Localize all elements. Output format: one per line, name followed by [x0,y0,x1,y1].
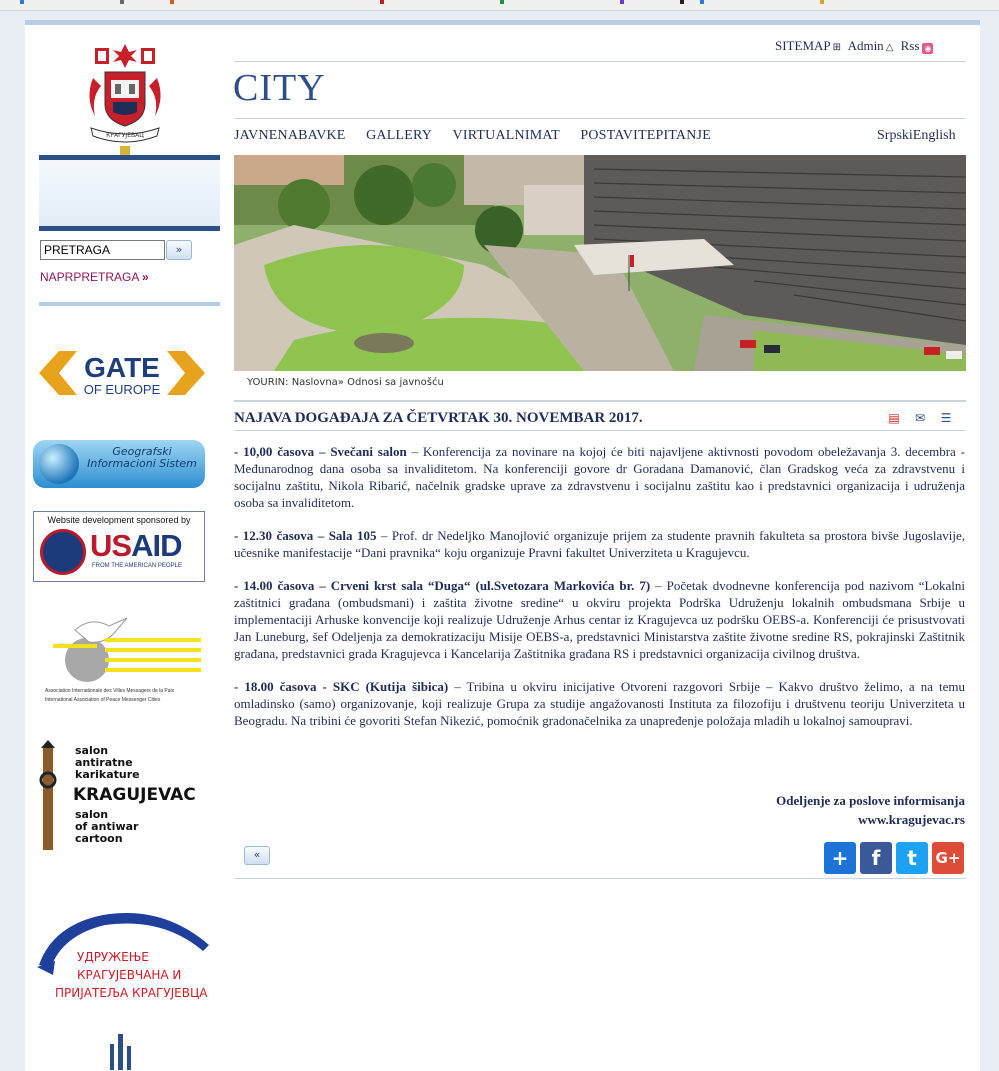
sidebar-banner-block [39,155,220,231]
article-tools [887,411,967,427]
city-aerial-photo [234,155,966,371]
event-item [234,678,965,729]
svg-text:УДРУЖЕЊЕ: УДРУЖЕЊЕ [77,950,149,964]
top-utility-nav [775,38,933,54]
usaid-tagline: FROM THE AMERICAN PEOPLE [92,563,182,569]
svg-text:КРАГУЈЕВЧАНА И: КРАГУЈЕВЧАНА И [77,968,182,982]
back-button[interactable]: « [244,846,270,865]
browser-bookmark-strip [0,0,999,11]
event-item [234,577,965,662]
pdf-icon[interactable]: ▤ [888,411,900,425]
advanced-search-label: NAPRPRETRAGA [40,270,139,284]
nav-item-postavitepitanje[interactable]: POSTAVITEPITANJE [580,128,711,143]
salon-antiwar-cartoon-logo[interactable] [35,740,215,858]
svg-text:ПРИЈАТЕЉА КРАГУЈЕВЦА: ПРИЈАТЕЉА КРАГУЈЕВЦА [55,986,208,1000]
usaid-caption: Website development sponsored by [47,515,191,525]
udruzenje-kragujevcana-logo[interactable] [33,905,213,1015]
event-item-heading: - 12.30 časova – Sala 105 [234,528,377,543]
share-twitter-button[interactable]: t [896,842,928,874]
language-switcher[interactable]: SrpskiEnglish [877,128,956,143]
event-item-heading: - 18.00 časova - SKC (Kutija šibica) [234,679,449,694]
signature-department: Odeljenje za poslove informisanja [776,793,965,808]
breadcrumb-prefix: YOURIN: [247,377,289,388]
rss-icon[interactable]: ◉ [922,43,933,54]
svg-text:karikature: karikature [75,768,140,781]
svg-text:International Association of P: International Association of Peace Messenger Cities [45,697,161,703]
globe-icon [39,444,79,484]
main-nav [234,128,728,144]
search-input[interactable] [40,240,165,260]
gis-banner[interactable] [33,440,205,488]
admin-link[interactable]: Admin [847,38,884,53]
breadcrumb-current: Odnosi sa javnošću [347,377,444,388]
sidebar-divider [39,302,220,306]
svg-text:КРАГУЈЕВАЦ: КРАГУЈЕВАЦ [106,132,144,139]
event-item-heading: - 10,00 časova – Svečani salon [234,444,407,459]
event-item-text: – Tribina u okviru inicijative Otvoreni razgovori Srbije – Kakvo društvo želimo, a na temu omladinsko (samo) organizovanje, koji realizuje Grupa za studije angažovanosti Instituta za filozofiju i društvenu teoriju Univerziteta u Beogradu. Na tribini će govoriti Stefan Nikezić, pomoćnik gradonačelnika za unapređenje položaja mladih u lokalnoj samoupravi. [234,679,965,728]
svg-text:Association Internationale des: Association Internationale des Villes Messagers de la Paix [45,688,175,694]
event-item-heading: - 14.00 časova – Crveni krst sala “Duga“ (ul.Svetozara Markovića br. 7) [234,578,651,593]
usaid-seal-icon [40,529,86,575]
usaid-wordmark-aid: AID [131,528,182,563]
usaid-wordmark-us: US [90,528,132,563]
article-signature [625,791,965,829]
svg-text:OF EUROPE: OF EUROPE [83,382,161,397]
search-button[interactable]: » [166,240,192,260]
print-icon[interactable]: ☰ [940,411,952,425]
nav-item-virtualnimat[interactable]: VIRTUALNIMAT [452,128,560,143]
breadcrumb [247,377,444,388]
svg-text:salon: salon [75,808,109,821]
svg-text:of antiwar: of antiwar [75,820,139,833]
header-divider [234,118,966,119]
sitemap-icon: ⊞ [832,42,842,53]
nav-item-gallery[interactable]: GALLERY [366,128,433,143]
svg-text:cartoon: cartoon [75,832,123,845]
breadcrumb-separator: » [337,377,344,388]
article-body [234,443,965,745]
kragujevac-coat-of-arms[interactable] [85,38,165,163]
svg-text:KRAGUJEVAC: KRAGUJEVAC [73,785,196,805]
monument-logo[interactable] [100,1030,140,1070]
sitemap-link[interactable]: SITEMAP [775,38,831,53]
title-divider [234,430,966,431]
usaid-wordmark [90,528,181,564]
footer-divider [234,878,966,879]
gis-label: Geografski Informacioni Sistem [87,445,197,470]
share-add-button[interactable]: + [824,842,856,874]
article-title: NAJAVA DOGAĐAJA ZA ČETVRTAK 30. NOVEMBAR 2017. [234,410,643,426]
admin-icon: △ [885,42,894,53]
advanced-search-arrow: » [142,270,149,284]
svg-text:GATE: GATE [84,352,160,383]
gate-of-europe-logo[interactable] [37,347,207,399]
signature-website: www.kragujevac.rs [858,812,965,827]
peace-messenger-cities-logo[interactable] [45,608,205,708]
event-item-text: – Prof. dr Nedeljko Manojlović organizuje prijem za studente pravnih fakulteta sa prostora bivše Jugoslavije, učesnike manifestacije “Dani pravnika“ koju organizuje Pravni fakultet Univerziteta u Kragujevcu. [234,528,966,560]
event-item [234,443,965,511]
nav-item-javnenabavke[interactable]: JAVNENABAVKE [234,128,346,143]
svg-text:antiratne: antiratne [75,756,133,769]
share-facebook-button[interactable]: f [860,842,892,874]
page-top-bar [25,20,980,25]
email-icon[interactable]: ✉ [914,411,926,425]
event-item-text: – Konferencija za novinare na kojoj će biti najavljene aktivnosti povodom obeležavanja 3. decembra - Međunarodnog dana osoba sa invaliditetom. Na konferenciji govore dr Goradana Damanović, član Gradskog veća za zdravstvenu i socijalnu zaštitu, Nikola Ribarić, načelnik gradske uprave za zdravstvenu i socijalnu zaštitu kao i predstavnici organizacija i udruženja osoba sa invaliditetom. [234,444,965,510]
svg-text:salon: salon [75,744,109,757]
share-google-button[interactable]: G+ [932,842,964,874]
event-item-text: – Početak dvodnevne konferencija pod nazivom “Lokalni zaštitnici građana (ombudsmani) i zaštita životne sredine“ u okviru projekta Podrška Udruženju lokalnih ombudsmana Srbije u implementaciji Arhuske konvencije koji realizuje Udruženje Arhus centar iz Kragujevca uz podršku OEBS-a. Konferenciji će prisustvovati Jan Luneburg, šef Odeljenja za demokratizaciju Misije OEBS-a, predstavnici Ministarstva zaštite životne sredine RS, pokrajinski Zaštitnik građana, predstavnici grada Kragujevca i Kancelarija Zaštitnika građana RS i predstavnici organizacija civilnog društva. [234,578,965,661]
breadcrumb-divider [234,400,966,402]
usaid-sponsor-banner[interactable] [33,511,205,582]
event-item [234,527,965,561]
rss-link[interactable]: Rss [900,38,920,53]
site-title[interactable]: CITY [233,67,326,109]
advanced-search-link[interactable] [40,270,149,284]
header-divider [234,61,966,62]
page-container [25,20,980,1071]
breadcrumb-home-link[interactable]: Naslovna [291,377,338,388]
